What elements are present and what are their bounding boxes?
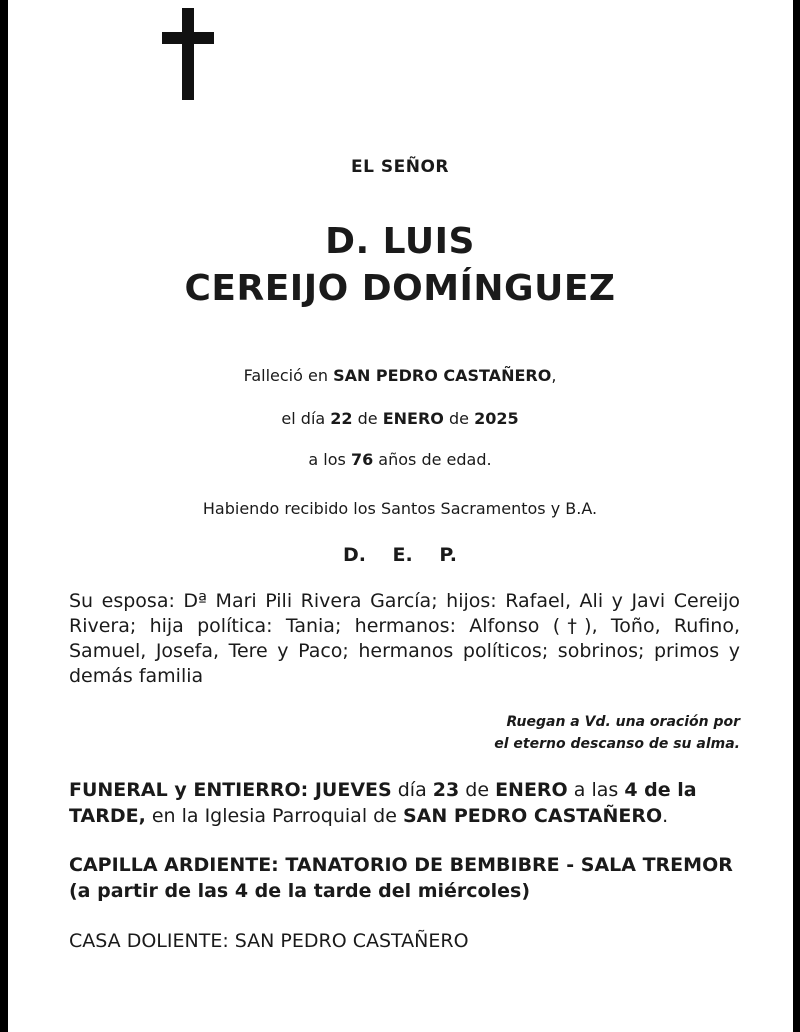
honorific: EL SEÑOR [351, 157, 449, 177]
death-year: 2025 [474, 409, 519, 428]
deceased-name-line2: CEREIJO DOMÍNGUEZ [184, 268, 616, 309]
funeral-paragraph: FUNERAL y ENTIERRO: JUEVES día 23 de ENERO a las 4 de la TARDE, en la Iglesia Parroquial de SAN PEDRO CASTAÑERO. [69, 779, 697, 827]
sacraments-line: Habiendo recibido los Santos Sacramentos y B.A. [202, 499, 598, 518]
death-day: 22 [330, 409, 353, 428]
prayer-line-2: el eterno descanso de su alma. [494, 736, 740, 752]
latin-cross-icon [162, 8, 214, 100]
death-date-line: el día 22 de ENERO de 2025 [281, 409, 519, 428]
casa-doliente-line: CASA DOLIENTE: SAN PEDRO CASTAÑERO [69, 930, 469, 952]
prayer-line-1: Ruegan a Vd. una oración por [506, 714, 740, 730]
prayer-request [494, 711, 740, 755]
capilla-paragraph: CAPILLA ARDIENTE: TANATORIO DE BEMBIBRE - SALA TREMOR (a partir de las 4 de la tarde del miércoles) [69, 854, 733, 902]
family-paragraph: Su esposa: Dª Mari Pili Rivera García; hijos: Rafael, Ali y Javi Cereijo Rivera; hija política: Tania; hermanos: Alfonso (†), Toño, Rufino, Samuel, Josefa, Tere y Paco; hermanos políticos; sobrinos; primos y demás familia [69, 590, 740, 687]
deceased-name-line1: D. LUIS [325, 221, 475, 262]
dep-heading: D. E. P. [342, 544, 458, 566]
death-place: SAN PEDRO CASTAÑERO [333, 366, 552, 385]
death-month: ENERO [382, 409, 444, 428]
age-value: 76 [350, 450, 374, 469]
age-line: a los 76 años de edad. [308, 450, 492, 469]
death-place-line: Falleció en SAN PEDRO CASTAÑERO, [243, 366, 557, 385]
